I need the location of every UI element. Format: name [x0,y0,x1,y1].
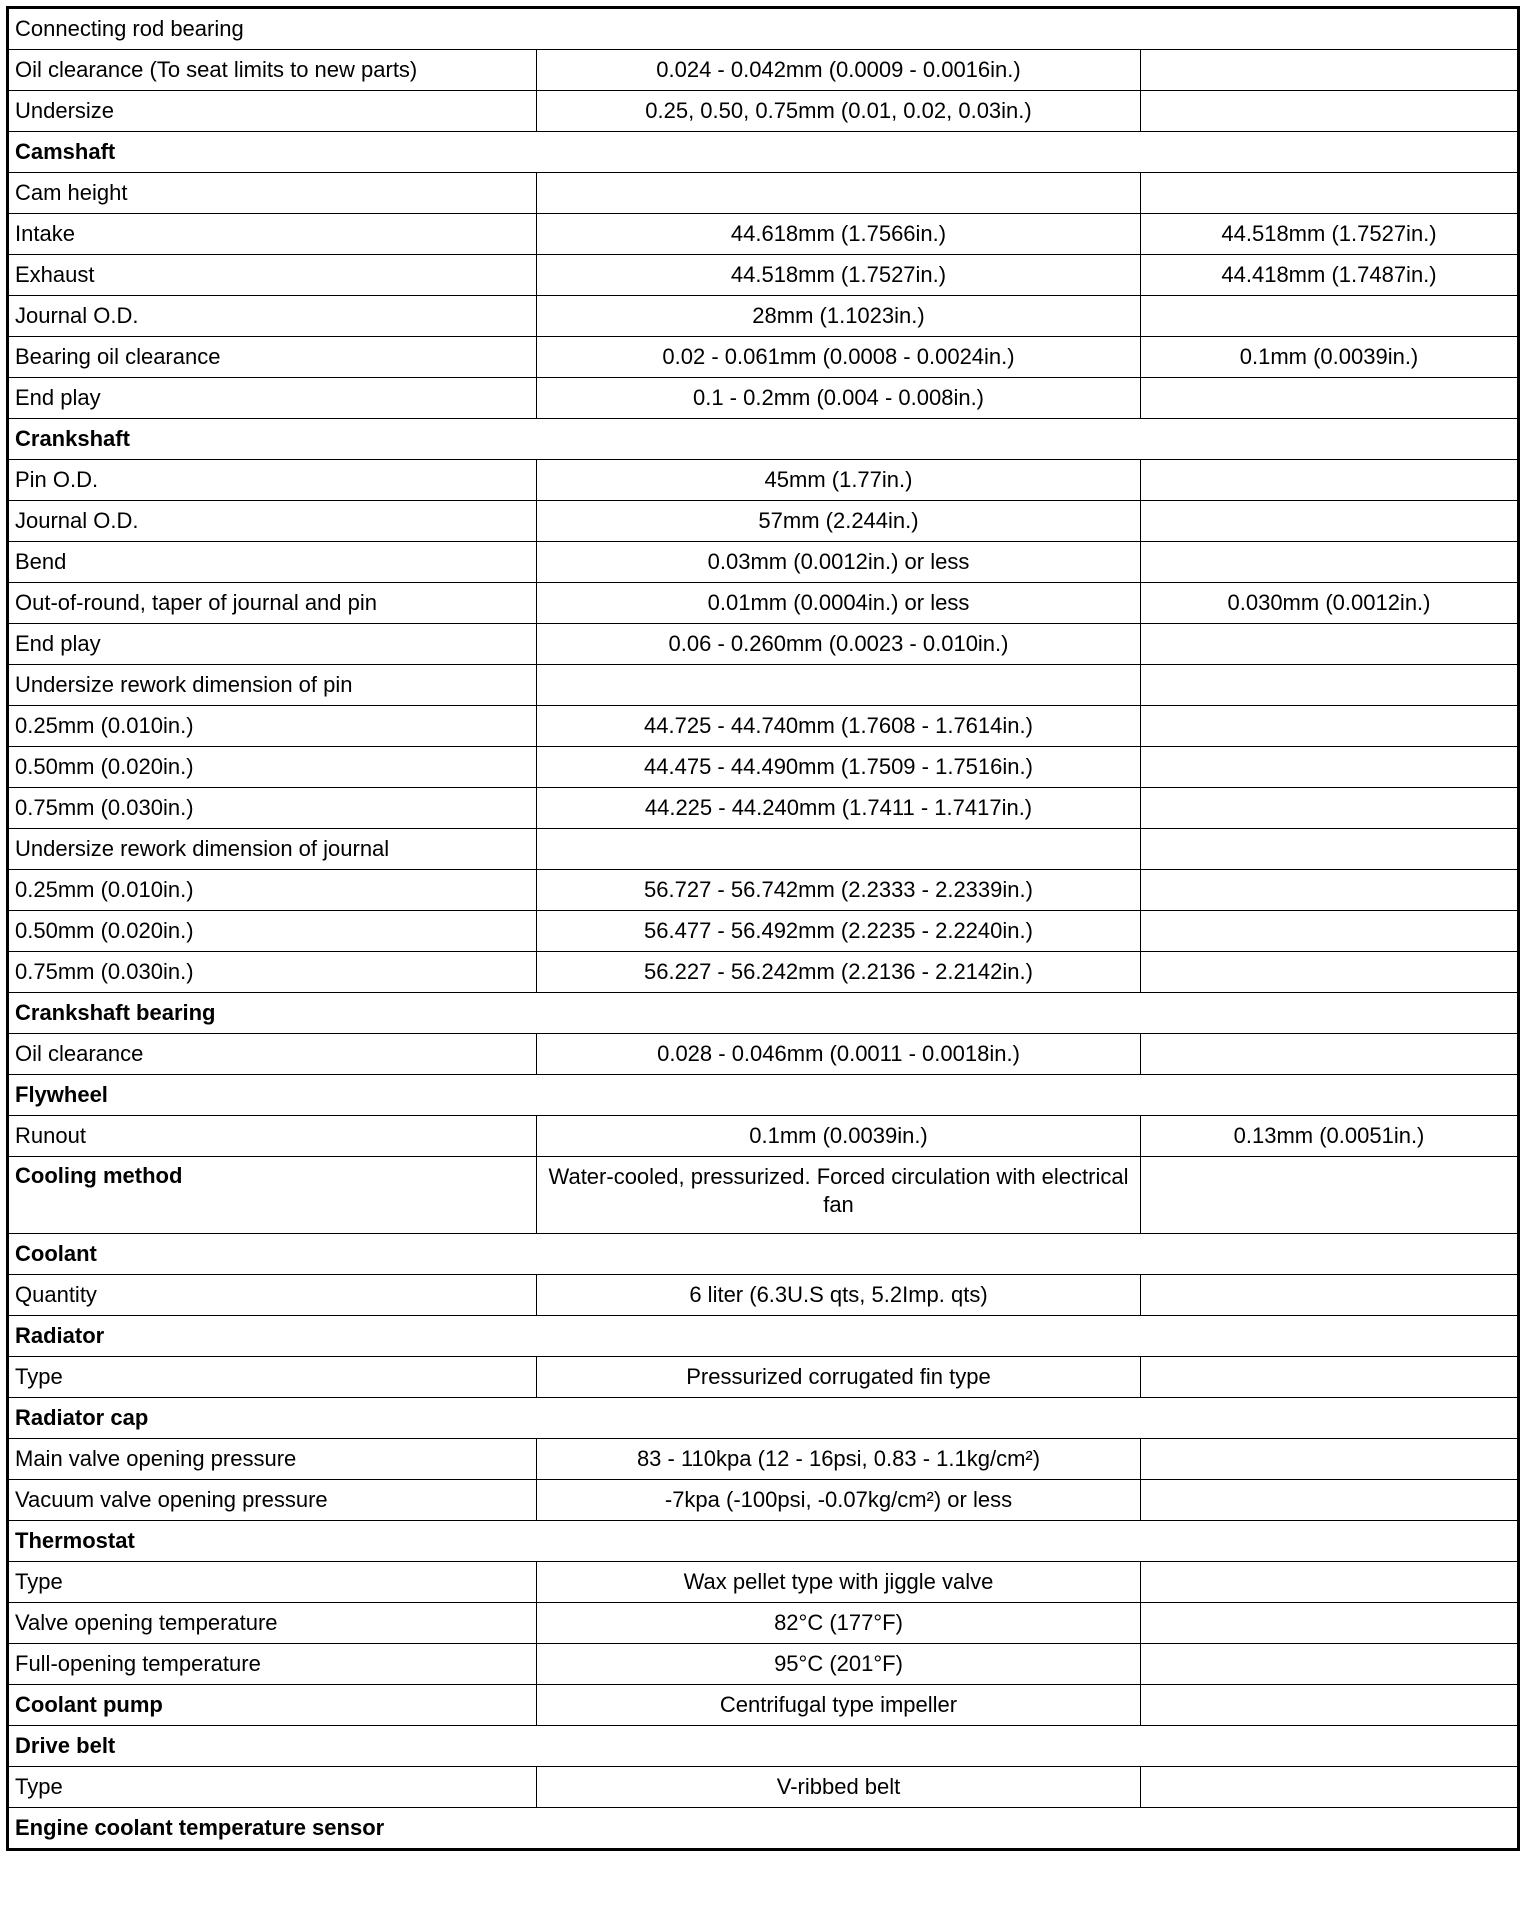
standard-value: Water-cooled, pressurized. Forced circulation with electrical fan [537,1157,1141,1234]
item-label: Type [8,1767,537,1808]
item-label: Type [8,1562,537,1603]
section-header-row [8,1234,1519,1275]
table-row [8,501,1519,542]
table-row [8,1644,1519,1685]
table-row [8,214,1519,255]
standard-value: 82°C (177°F) [537,1603,1141,1644]
limit-value: 0.1mm (0.0039in.) [1141,337,1519,378]
item-label: 0.50mm (0.020in.) [8,911,537,952]
item-label: 0.75mm (0.030in.) [8,788,537,829]
limit-value: 0.030mm (0.0012in.) [1141,583,1519,624]
standard-value: Wax pellet type with jiggle valve [537,1562,1141,1603]
limit-value [1141,1480,1519,1521]
item-label: Undersize rework dimension of journal [8,829,537,870]
standard-value: 0.1 - 0.2mm (0.004 - 0.008in.) [537,378,1141,419]
item-label: Journal O.D. [8,501,537,542]
table-row [8,173,1519,214]
table-row [8,91,1519,132]
item-label: 0.75mm (0.030in.) [8,952,537,993]
table-row [8,460,1519,501]
item-label: 0.25mm (0.010in.) [8,870,537,911]
limit-value [1141,706,1519,747]
standard-value [537,829,1141,870]
limit-value [1141,173,1519,214]
table-row [8,378,1519,419]
section-title: Coolant [8,1234,1519,1275]
section-header-row [8,1316,1519,1357]
limit-value [1141,1603,1519,1644]
specifications-table [6,6,1520,1851]
table-row [8,583,1519,624]
section-title: Camshaft [8,132,1519,173]
standard-value: 44.225 - 44.240mm (1.7411 - 1.7417in.) [537,788,1141,829]
limit-value [1141,665,1519,706]
standard-value: -7kpa (-100psi, -0.07kg/cm²) or less [537,1480,1141,1521]
standard-value: 0.03mm (0.0012in.) or less [537,542,1141,583]
table-row [8,788,1519,829]
limit-value [1141,460,1519,501]
table-row [8,255,1519,296]
item-label: Quantity [8,1275,537,1316]
table-row [8,1603,1519,1644]
limit-value [1141,501,1519,542]
item-label: Cooling method [8,1157,537,1234]
standard-value: 56.727 - 56.742mm (2.2333 - 2.2339in.) [537,870,1141,911]
item-label: Coolant pump [8,1685,537,1726]
standard-value: 0.01mm (0.0004in.) or less [537,583,1141,624]
item-label: Undersize [8,91,537,132]
item-label: Oil clearance (To seat limits to new parts) [8,50,537,91]
item-label: Runout [8,1116,537,1157]
item-label: Intake [8,214,537,255]
section-title: Crankshaft bearing [8,993,1519,1034]
limit-value [1141,911,1519,952]
limit-value [1141,1767,1519,1808]
limit-value: 44.418mm (1.7487in.) [1141,255,1519,296]
table-row [8,1357,1519,1398]
table-row [8,1767,1519,1808]
limit-value [1141,1275,1519,1316]
limit-value [1141,1157,1519,1234]
section-header-row [8,1075,1519,1116]
section-title: Drive belt [8,1726,1519,1767]
limit-value [1141,1685,1519,1726]
item-label: Valve opening temperature [8,1603,537,1644]
standard-value: 44.618mm (1.7566in.) [537,214,1141,255]
limit-value [1141,1034,1519,1075]
limit-value [1141,829,1519,870]
table-row [8,1439,1519,1480]
item-label: Pin O.D. [8,460,537,501]
section-header-row [8,1398,1519,1439]
table-row [8,1157,1519,1234]
item-label: Out-of-round, taper of journal and pin [8,583,537,624]
limit-value [1141,91,1519,132]
limit-value [1141,952,1519,993]
table-row [8,829,1519,870]
standard-value: 0.1mm (0.0039in.) [537,1116,1141,1157]
section-header-row [8,132,1519,173]
item-label: 0.25mm (0.010in.) [8,706,537,747]
section-title: Engine coolant temperature sensor [8,1808,1519,1850]
specifications-table-body [8,8,1519,1850]
standard-value: 0.25, 0.50, 0.75mm (0.01, 0.02, 0.03in.) [537,91,1141,132]
item-label: Bend [8,542,537,583]
table-row [8,1685,1519,1726]
item-label: Undersize rework dimension of pin [8,665,537,706]
limit-value [1141,1357,1519,1398]
standard-value [537,173,1141,214]
limit-value [1141,1644,1519,1685]
item-label: 0.50mm (0.020in.) [8,747,537,788]
table-row [8,1116,1519,1157]
section-header-row [8,1808,1519,1850]
standard-value: 83 - 110kpa (12 - 16psi, 0.83 - 1.1kg/cm²) [537,1439,1141,1480]
standard-value: 28mm (1.1023in.) [537,296,1141,337]
limit-value: 0.13mm (0.0051in.) [1141,1116,1519,1157]
standard-value: 44.518mm (1.7527in.) [537,255,1141,296]
standard-value [537,665,1141,706]
standard-value: Pressurized corrugated fin type [537,1357,1141,1398]
item-label: Type [8,1357,537,1398]
standard-value: Centrifugal type impeller [537,1685,1141,1726]
table-row [8,665,1519,706]
limit-value: 44.518mm (1.7527in.) [1141,214,1519,255]
table-row [8,706,1519,747]
section-header-row [8,8,1519,50]
limit-value [1141,296,1519,337]
limit-value [1141,1439,1519,1480]
item-label: Vacuum valve opening pressure [8,1480,537,1521]
limit-value [1141,788,1519,829]
limit-value [1141,378,1519,419]
section-header-row [8,993,1519,1034]
standard-value: 6 liter (6.3U.S qts, 5.2Imp. qts) [537,1275,1141,1316]
section-title: Connecting rod bearing [8,8,1519,50]
limit-value [1141,747,1519,788]
standard-value: 0.024 - 0.042mm (0.0009 - 0.0016in.) [537,50,1141,91]
limit-value [1141,50,1519,91]
section-title: Thermostat [8,1521,1519,1562]
limit-value [1141,624,1519,665]
item-label: End play [8,624,537,665]
item-label: Full-opening temperature [8,1644,537,1685]
section-header-row [8,419,1519,460]
standard-value: 57mm (2.244in.) [537,501,1141,542]
standard-value: 0.06 - 0.260mm (0.0023 - 0.010in.) [537,624,1141,665]
standard-value: 0.02 - 0.061mm (0.0008 - 0.0024in.) [537,337,1141,378]
section-title: Radiator [8,1316,1519,1357]
standard-value: 56.477 - 56.492mm (2.2235 - 2.2240in.) [537,911,1141,952]
table-row [8,1562,1519,1603]
limit-value [1141,1562,1519,1603]
table-row [8,1034,1519,1075]
limit-value [1141,542,1519,583]
standard-value: 56.227 - 56.242mm (2.2136 - 2.2142in.) [537,952,1141,993]
item-label: Cam height [8,173,537,214]
item-label: Exhaust [8,255,537,296]
table-row [8,337,1519,378]
section-title: Radiator cap [8,1398,1519,1439]
table-row [8,747,1519,788]
table-row [8,911,1519,952]
table-row [8,542,1519,583]
standard-value: 0.028 - 0.046mm (0.0011 - 0.0018in.) [537,1034,1141,1075]
standard-value: V-ribbed belt [537,1767,1141,1808]
item-label: Main valve opening pressure [8,1439,537,1480]
item-label: End play [8,378,537,419]
limit-value [1141,870,1519,911]
table-row [8,1480,1519,1521]
table-row [8,1275,1519,1316]
item-label: Journal O.D. [8,296,537,337]
section-header-row [8,1726,1519,1767]
table-row [8,870,1519,911]
table-row [8,952,1519,993]
standard-value: 45mm (1.77in.) [537,460,1141,501]
standard-value: 44.475 - 44.490mm (1.7509 - 1.7516in.) [537,747,1141,788]
item-label: Oil clearance [8,1034,537,1075]
table-row [8,296,1519,337]
standard-value: 44.725 - 44.740mm (1.7608 - 1.7614in.) [537,706,1141,747]
table-row [8,624,1519,665]
table-row [8,50,1519,91]
section-title: Crankshaft [8,419,1519,460]
section-header-row [8,1521,1519,1562]
section-title: Flywheel [8,1075,1519,1116]
standard-value: 95°C (201°F) [537,1644,1141,1685]
item-label: Bearing oil clearance [8,337,537,378]
